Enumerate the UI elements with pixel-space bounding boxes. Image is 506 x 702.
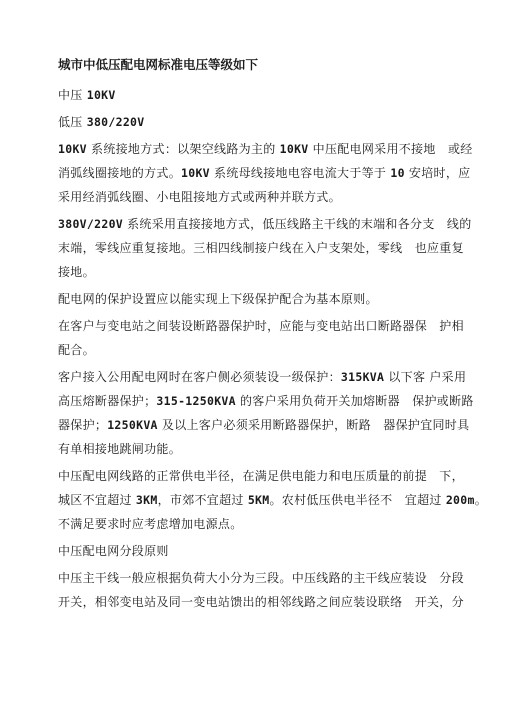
text-segment: 。农村低压供电半径不 宜超过 [269, 493, 446, 507]
text-line [58, 83, 450, 107]
bold-term: 315KVA [340, 370, 385, 384]
text-line [58, 110, 450, 134]
text-segment: 系统接地方式：以架空线路为主的 [86, 142, 280, 156]
text-segment: 配合。 [58, 343, 95, 357]
paragraph [58, 365, 474, 461]
text-segment: 中压配电网线路的正常供电半径，在满足供电能力和电压质量的前提 下， [58, 469, 464, 483]
text-line [58, 338, 450, 362]
text-line [58, 413, 470, 437]
text-segment: 有单相接地跳闸功能。 [58, 442, 182, 456]
text-segment: ，市郊不宜超过 [157, 493, 248, 507]
text-line [58, 488, 488, 512]
text-segment: 器保护； [58, 418, 108, 432]
text-line [58, 539, 450, 563]
paragraph [58, 464, 488, 536]
text-line [58, 212, 472, 236]
bold-term: 5KM [247, 493, 270, 507]
bold-term: 380/220V [86, 115, 145, 129]
paragraph [58, 137, 473, 209]
paragraph [58, 287, 450, 311]
text-segment: 不满足要求时应考虑增加电源点。 [58, 517, 243, 531]
text-segment: 采用经消弧线圈、小电阻接地方式或两种并联方式。 [58, 190, 341, 204]
text-line [58, 161, 471, 185]
bold-term: 10 [390, 166, 405, 180]
bold-term: 1250KVA [107, 418, 158, 432]
bold-term: 315-1250KVA [156, 394, 236, 408]
paragraph [58, 314, 464, 362]
text-line [58, 185, 450, 209]
bold-term: 10KV [181, 166, 210, 180]
paragraph [58, 566, 464, 614]
text-segment: 中压 [58, 88, 87, 102]
bold-term: 10KV [58, 142, 87, 156]
text-segment: 安培时，应 [404, 166, 471, 180]
text-segment: 开关，相邻变电站及同一变电站馈出的相邻线路之间应装设联络 开关，分 [58, 595, 464, 609]
text-segment: 消弧线圈接地的方式。 [58, 166, 182, 180]
text-line [58, 566, 464, 590]
text-line [58, 437, 450, 461]
bold-term: 3KM [135, 493, 158, 507]
paragraph [58, 110, 450, 134]
text-line [58, 365, 467, 389]
text-line [58, 287, 450, 311]
text-segment: 高压熔断器保护； [58, 394, 157, 408]
text-segment: 末端，零线应重复接地。三相四线制接户线在入户支架处，零线 也应重复 [58, 241, 464, 255]
text-segment: 及以上客户必须采用断路器保护，断路 器保护宜同时具 [157, 418, 470, 432]
bold-term: 10KV [86, 88, 116, 102]
text-segment: 低压 [58, 115, 87, 129]
text-line [58, 137, 473, 161]
text-segment: 客户接入公用配电网时在客户侧必须装设一级保护： [58, 370, 341, 384]
text-line [58, 314, 464, 338]
bold-term: 200m [445, 493, 475, 507]
document-body [58, 83, 488, 614]
text-segment: 中压主干线一般应根据负荷大小分为三段。中压线路的主干线应装设 分段 [58, 571, 464, 585]
text-segment: 在客户与变电站之间装设断路器保护时，应能与变电站出口断路器保 护相 [58, 319, 464, 333]
text-line [58, 590, 464, 614]
text-segment: 系统母线接地电容电流大于等于 [209, 166, 391, 180]
bold-term: 10KV [279, 142, 309, 156]
text-line [58, 236, 464, 260]
text-segment: 以下客 户采用 [384, 370, 467, 384]
text-segment: 的客户采用负荷开关加熔断器 保护或断路 [235, 394, 474, 408]
paragraph [58, 539, 450, 563]
text-line [58, 260, 450, 284]
text-segment: 城区不宜超过 [58, 493, 136, 507]
text-segment: 系统采用直接接地方式，低压线路主干线的末端和各分支 线的 [123, 217, 472, 231]
bold-term: 380V/220V [58, 217, 124, 231]
text-segment: 配电网的保护设置应以能实现上下级保护配合为基本原则。 [58, 292, 378, 306]
text-line [58, 512, 450, 536]
paragraph [58, 83, 450, 107]
text-line [58, 389, 474, 413]
document-page [58, 55, 488, 617]
paragraph [58, 212, 472, 284]
text-segment: 。 [474, 493, 488, 507]
text-segment: 中压配电网采用不接地 或经 [308, 142, 473, 156]
text-line [58, 464, 464, 488]
document-title: 城市中低压配电网标准电压等级如下 [58, 57, 259, 72]
text-segment: 接地。 [58, 265, 95, 279]
text-segment: 中压配电网分段原则 [58, 544, 169, 558]
